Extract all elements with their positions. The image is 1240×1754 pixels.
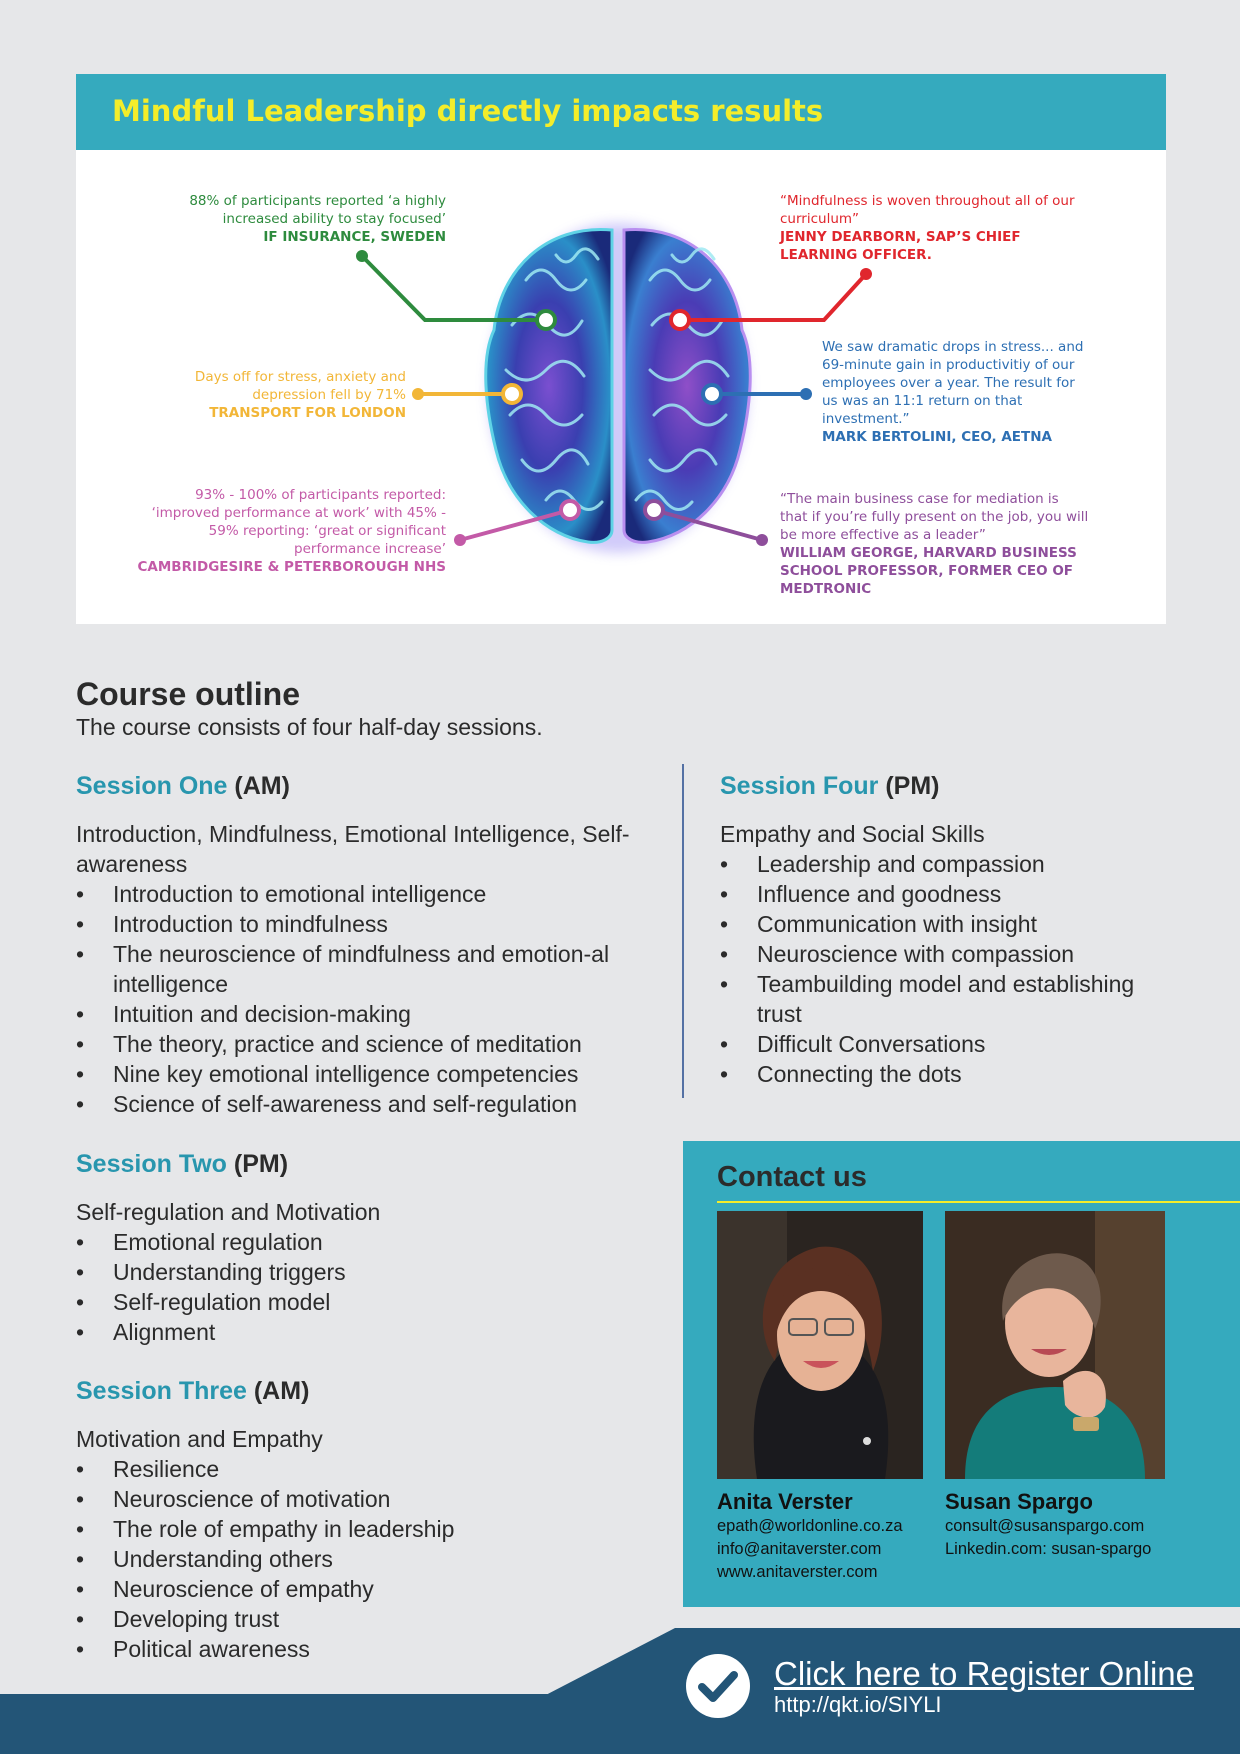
quote-source: TRANSPORT FOR LONDON: [209, 405, 406, 421]
quote-if-insurance: [156, 192, 446, 246]
list-item: • Neuroscience of empathy: [76, 1574, 646, 1604]
quote-text: 93% - 100% of participants reported: ‘improved performance at work’ with 45% - 59% reporting: ‘great or significant performance increase’: [151, 487, 446, 557]
quote-text: “The main business case for mediation is that if you’re fully present on the job, you will be more effective as a leader”: [780, 491, 1089, 543]
quote-text: We saw dramatic drops in stress... and 69-minute gain in productivitiy of our employees over a year. The result for us was an 11:1 return on that investment.”: [822, 339, 1084, 427]
list-item: • Emotional regulation: [76, 1227, 646, 1257]
session-topics: [76, 1227, 646, 1347]
session-four: [720, 772, 1170, 1089]
brain-infographic: [76, 150, 1166, 624]
session-period: (AM): [234, 772, 290, 800]
session-topics: [76, 879, 646, 1119]
brain-right-hemisphere: [624, 229, 750, 542]
contact-website[interactable]: www.anitaverster.com: [717, 1563, 878, 1581]
list-item: • The neuroscience of mindfulness and emotion-al intelligence: [76, 939, 646, 999]
list-item: • Leadership and compassion: [720, 849, 1170, 879]
session-name: Session Four: [720, 772, 879, 800]
quote-source: JENNY DEARBORN, SAP’S CHIEF LEARNING OFFICER.: [780, 229, 1021, 263]
session-theme: Introduction, Mindfulness, Emotional Intelligence, Self-awareness: [76, 821, 630, 877]
quote-text: Days off for stress, anxiety and depression fell by 71%: [194, 369, 406, 403]
banner-title: Mindful Leadership directly impacts results: [112, 94, 824, 128]
register-label[interactable]: Click here to Register Online: [774, 1655, 1195, 1692]
list-item: • Connecting the dots: [720, 1059, 1170, 1089]
quote-source: IF INSURANCE, SWEDEN: [263, 229, 446, 245]
session-three: [76, 1377, 646, 1664]
session-name: Session Two: [76, 1150, 227, 1178]
checkmark-circle-icon: [684, 1652, 752, 1720]
list-item: • Understanding others: [76, 1544, 646, 1574]
course-outline-title: Course outline: [76, 676, 301, 712]
quote-text: “Mindfulness is woven throughout all of our curriculum”: [780, 193, 1075, 227]
session-period: (AM): [253, 1377, 310, 1405]
list-item: • Communication with insight: [720, 909, 1170, 939]
list-item: • Neuroscience with compassion: [720, 939, 1170, 969]
list-item: • Neuroscience of motivation: [76, 1484, 646, 1514]
list-item: • The theory, practice and science of meditation: [76, 1029, 646, 1059]
quote-text: 88% of participants reported ‘a highly increased ability to stay focused’: [189, 193, 446, 227]
banner: [76, 74, 1166, 150]
avatar: [945, 1211, 1165, 1479]
list-item: • Political awareness: [76, 1634, 646, 1664]
contact-linkedin[interactable]: Linkedin.com: susan-spargo: [945, 1540, 1152, 1558]
quote-source: WILLIAM GEORGE, HARVARD BUSINESS SCHOOL PROFESSOR, FORMER CEO OF MEDTRONIC: [780, 545, 1077, 597]
session-two: [76, 1150, 646, 1347]
quote-transport-for-london: [166, 368, 406, 422]
register-url[interactable]: http://qkt.io/SIYLI: [774, 1692, 942, 1717]
session-theme: Empathy and Social Skills: [720, 821, 985, 847]
session-period: (PM): [885, 772, 940, 800]
column-divider: [682, 764, 684, 1098]
list-item: • Resilience: [76, 1454, 646, 1484]
list-item: • Alignment: [76, 1317, 646, 1347]
list-item: • The role of empathy in leadership: [76, 1514, 646, 1544]
contact-email[interactable]: info@anitaverster.com: [717, 1540, 882, 1558]
list-item: • Difficult Conversations: [720, 1029, 1170, 1059]
list-item: • Self-regulation model: [76, 1287, 646, 1317]
contact-email[interactable]: consult@susanspargo.com: [945, 1517, 1145, 1535]
quote-sap: [780, 192, 1090, 264]
quote-nhs: [126, 486, 446, 576]
quote-aetna: [822, 338, 1092, 446]
session-heading: [76, 1377, 646, 1406]
session-theme: Self-regulation and Motivation: [76, 1199, 381, 1225]
list-item: • Nine key emotional intelligence competencies: [76, 1059, 646, 1089]
session-topics: [76, 1454, 646, 1664]
register-text: [774, 1655, 1194, 1717]
session-one: [76, 772, 646, 1119]
session-theme: Motivation and Empathy: [76, 1426, 323, 1452]
contact-person-susan: [945, 1211, 1175, 1561]
list-item: • Science of self-awareness and self-regulation: [76, 1089, 646, 1119]
quote-source: MARK BERTOLINI, CEO, AETNA: [822, 429, 1052, 445]
contact-box: [683, 1141, 1240, 1607]
session-heading: [76, 1150, 646, 1179]
contact-person-anita: [717, 1211, 932, 1584]
list-item: • Introduction to emotional intelligence: [76, 879, 646, 909]
course-outline-subtitle: The course consists of four half-day sessions.: [76, 714, 543, 740]
list-item: • Influence and goodness: [720, 879, 1170, 909]
quote-harvard: [780, 490, 1090, 598]
contact-name: Susan Spargo: [945, 1489, 1093, 1514]
list-item: • Introduction to mindfulness: [76, 909, 646, 939]
list-item: • Developing trust: [76, 1604, 646, 1634]
list-item: • Teambuilding model and establishing trust: [720, 969, 1170, 1029]
contact-divider: [717, 1201, 1240, 1203]
contact-email[interactable]: epath@worldonline.co.za: [717, 1517, 903, 1535]
session-topics: [720, 849, 1170, 1089]
list-item: • Understanding triggers: [76, 1257, 646, 1287]
avatar: [717, 1211, 923, 1479]
contact-title: Contact us: [717, 1161, 867, 1193]
register-online-link[interactable]: [684, 1652, 1194, 1720]
session-heading: [76, 772, 646, 801]
session-name: Session Three: [76, 1377, 247, 1405]
contact-name: Anita Verster: [717, 1489, 853, 1514]
session-heading: [720, 772, 1170, 801]
list-item: • Intuition and decision-making: [76, 999, 646, 1029]
quote-source: CAMBRIDGESIRE & PETERBOROUGH NHS: [137, 559, 446, 575]
session-period: (PM): [233, 1150, 289, 1178]
session-name: Session One: [76, 772, 228, 800]
